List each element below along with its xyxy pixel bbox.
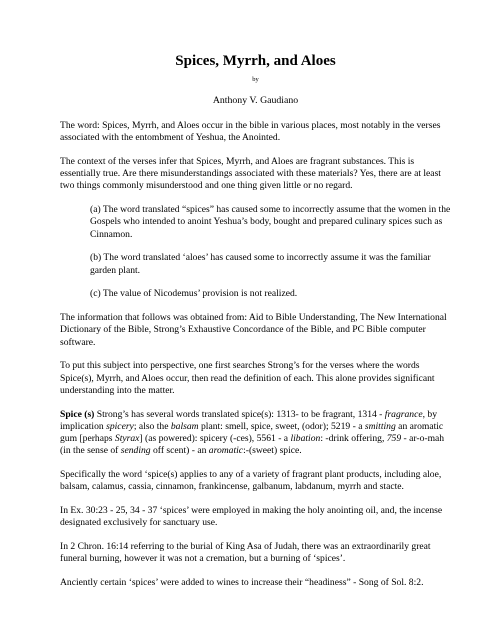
spice-text: an aromatic gum [perhaps [60, 420, 444, 445]
paragraph-spice-scope: Specifically the word ‘spice(s) applies to any of a variety of fragrant plant products, including aloe, balsam, calamus, cassia, cinnamon, frankincense, galbanum, labdanum, myrrh and stacte. [60, 469, 442, 493]
spice-italic: Styrax [114, 433, 140, 445]
spice-text: - ar-o-mah (in the sense of [60, 433, 445, 457]
paragraph-perspective: To put this subject into perspective, one first searches Strong’s for the verses where the words Spice(s), Myrrh, and Aloes occur, then read the definition of each. This alone provides significant understanding into the matter. [60, 360, 435, 396]
spice-italic: sending [120, 445, 151, 457]
paragraph-spice-definition [60, 409, 451, 458]
byline-by: by [252, 76, 259, 83]
point-b: (b) The word translated ‘aloes’ has caused some to incorrectly assume it was the familiar garden plant. [90, 252, 431, 276]
paragraph-exodus: In Ex. 30:23 - 25, 34 - 37 ‘spices’ were employed in making the holy anointing oil, and, the incense designated exclusively for sanctuary use. [60, 505, 443, 529]
paragraph-chronicles: In 2 Chron. 16:14 referring to the burial of King Asa of Judah, there was an extraordinarily great funeral burning, however it was not a cremation, but a burning of ‘spices’. [60, 541, 431, 565]
spice-text: :-(sweet) spice. [243, 445, 302, 457]
spice-italic: smitting [364, 420, 396, 432]
spice-italic: 759 [386, 433, 402, 445]
spice-italic: balsam [170, 420, 199, 432]
spice-text: off scent) - an [150, 445, 209, 457]
spice-heading: Spice (s) [60, 408, 95, 420]
paragraph-sources: The information that follows was obtained from: Aid to Bible Understanding, The New International Dictionary of the Bible, Strong’s Exhaustive Concordance of the Bible, and PC Bible computer software. [60, 312, 447, 348]
spice-italic: fragrance [384, 408, 423, 420]
spice-text: plant: smell, spice, sweet, (odor); 5219 - a [198, 420, 365, 432]
spice-text: , by implication [60, 408, 438, 432]
spice-italic: libation [290, 433, 321, 445]
spice-text: Strong’s has several words translated spice(s): 1313- to be fragrant, 1314 - [94, 408, 385, 420]
spice-italic: spicery [106, 420, 134, 432]
paragraph-wines: Anciently certain ‘spices’ were added to wines to increase their “headiness” - Song of Sol. 8:2. [60, 577, 424, 589]
spice-text: ] (as powered): spicery (-ces), 5561 - a [139, 433, 291, 445]
document-title: Spices, Myrrh, and Aloes [175, 53, 336, 69]
spice-italic: aromatic [208, 445, 244, 457]
spice-text: : -drink offering, [320, 433, 387, 445]
point-a: (a) The word translated “spices” has caused some to incorrectly assume that the women in the Gospels who intended to anoint Yeshua’s body, bought and prepared culinary spices such as Cinnamon. [90, 204, 451, 240]
paragraph-intro: The word: Spices, Myrrh, and Aloes occur in the bible in various places, most notably in the verses associated with the entombment of Yeshua, the Anointed. [60, 120, 441, 144]
spice-text: ; also the [133, 420, 171, 432]
point-c: (c) The value of Nicodemus’ provision is not realized. [90, 288, 298, 300]
author-name: Anthony V. Gaudiano [212, 95, 299, 106]
paragraph-context: The context of the verses infer that Spices, Myrrh, and Aloes are fragrant substances. This is essentially true. Are there misunderstandings associated with these materials? Yes, there are at least two things commonly misunderstood and one thing given little or no regard. [60, 156, 441, 192]
